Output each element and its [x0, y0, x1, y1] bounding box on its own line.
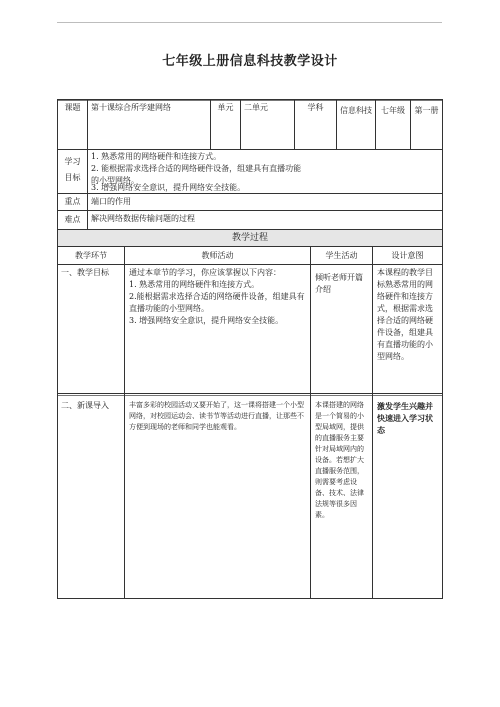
topic-label: 课题 — [64, 103, 81, 112]
column-header: 教学环节 — [75, 251, 107, 260]
stage-cell: 一、教学目标 — [61, 268, 109, 277]
teacher-activity: 丰富多彩的校园活动又要开始了，这一课将搭建一个小型网络，对校园运动会、读书节等活动进行直播，让那些不方便到现场的老师和同学也能观看。 — [129, 401, 304, 431]
subject-value: 信息科技 — [340, 106, 372, 115]
table-border — [57, 393, 443, 394]
table-border — [442, 99, 443, 599]
unit-label: 单元 — [217, 103, 234, 112]
student-activity: 本课搭建的网络是一个简易的小型局域网，提供的直播服务主要针对局域网内的设备。若想扩大直播服务范围，则需要考虑设备、技术、法律法规等很多因素。 — [315, 401, 364, 519]
column-header: 教师活动 — [201, 251, 234, 260]
goal-item: 2. 能根据需求选择合适的网络硬件设备，组建具有直播功能的小型网络。 — [91, 164, 302, 185]
table-border — [57, 210, 443, 211]
table-border — [57, 395, 443, 396]
table-border — [310, 246, 311, 599]
goal-item: 3. 增强网络安全意识，提升网络安全技能。 — [91, 183, 246, 192]
design-intent: 本课程的教学目标熟悉常用的网络硬件和连接方式，根据需求选择合适的网络硬件设备，组建具有直播功能的小型网络。 — [377, 268, 433, 361]
table-border — [124, 246, 125, 599]
document-title: 七年级上册信息科技教学设计 — [162, 54, 338, 69]
table-border — [57, 598, 443, 599]
grade-value: 七年级 — [381, 106, 405, 115]
table-border — [57, 264, 443, 265]
column-header: 设计意图 — [391, 251, 424, 260]
goal-item: 1. 熟悉常用的网络硬件和连接方式。 — [91, 152, 222, 161]
difficulty-value: 解决网络数据传输问题的过程 — [91, 214, 195, 223]
volume-value: 第一册 — [414, 106, 439, 115]
student-activity: 倾听老师开篇介绍 — [315, 273, 363, 294]
unit-value: 二单元 — [244, 103, 268, 112]
table-border — [57, 229, 443, 230]
process-heading: 教学过程 — [231, 233, 268, 243]
design-intent: 激发学生兴趣并快速进入学习状态 — [377, 401, 433, 435]
table-border — [372, 246, 373, 599]
goals-label: 学习目标 — [64, 157, 81, 182]
stage-cell: 二、新课导入 — [61, 401, 109, 410]
difficulty-label: 难点 — [64, 215, 81, 224]
header-rule — [57, 22, 442, 23]
key-point-label: 重点 — [64, 197, 81, 206]
subject-label: 学科 — [307, 103, 324, 112]
column-header: 学生活动 — [325, 251, 358, 260]
key-point-value: 端口的作用 — [91, 197, 131, 206]
table-border — [57, 246, 443, 247]
teacher-activity: 通过本章节的学习，你应该掌握以下内容： 1. 熟悉常用的网络硬件和连接方式。 2.能根据需求选择合适的网络硬件设备，组建具有直播功能的小型网络。 3. 增强网络安全意识，提升网络安全技能。 — [129, 268, 305, 325]
topic-value: 第十课综合所学建网络 — [91, 103, 171, 112]
